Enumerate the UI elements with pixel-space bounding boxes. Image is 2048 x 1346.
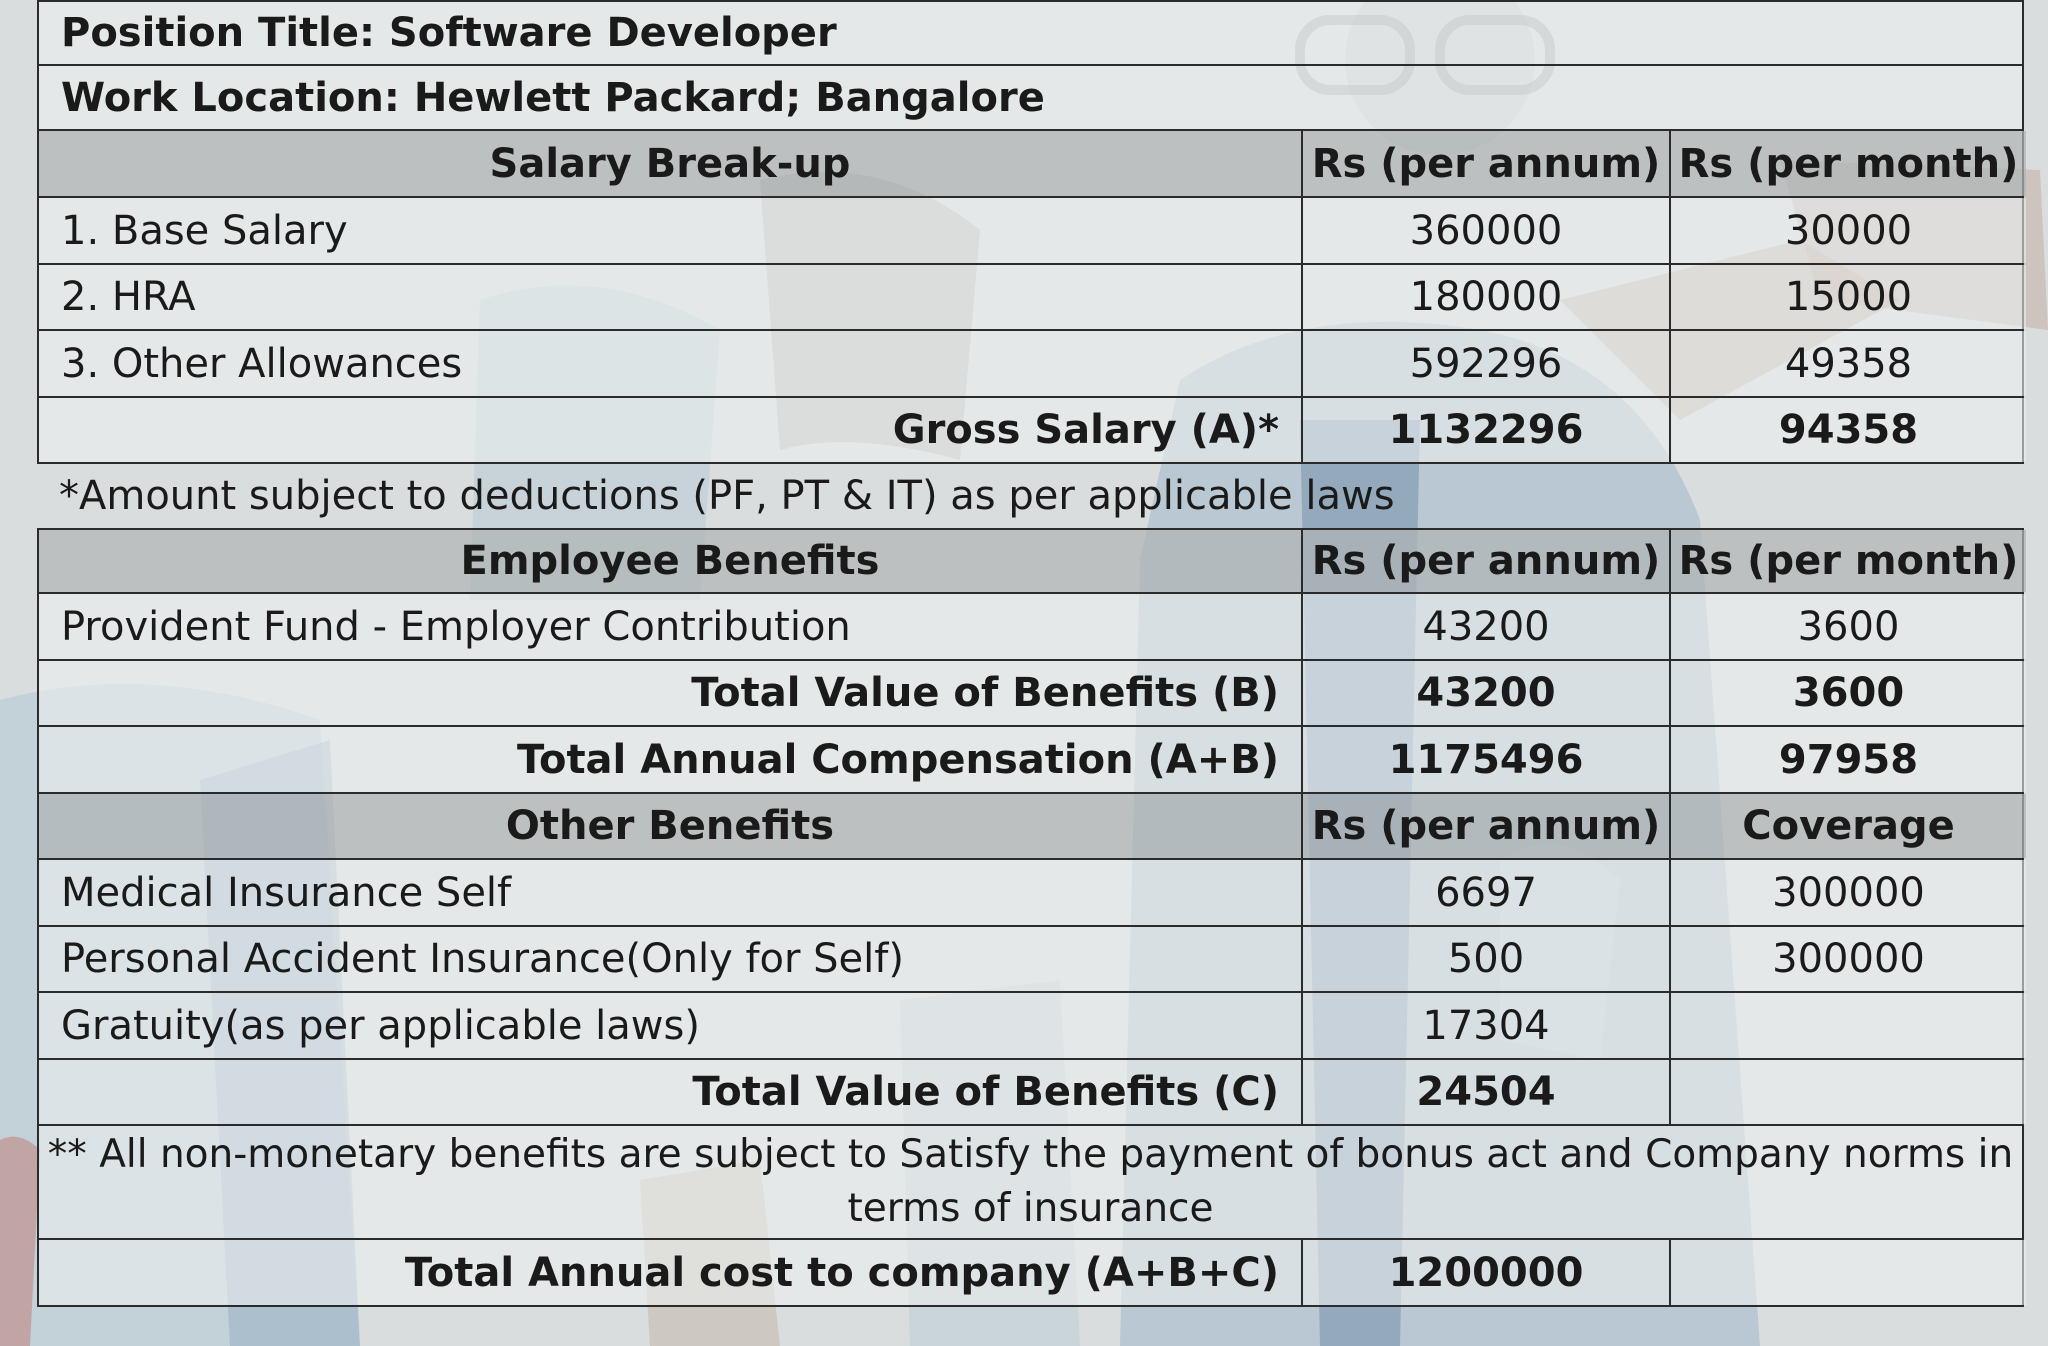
deductions-note: *Amount subject to deductions (PF, PT & IT) as per applicable laws	[59, 473, 1395, 519]
total-compensation-label: Total Annual Compensation (A+B)	[39, 727, 1301, 792]
gross-salary-row	[37, 398, 2024, 464]
table-row	[37, 198, 2024, 265]
total-compensation-annum: 1175496	[1301, 727, 1669, 792]
row-annum: 360000	[1301, 198, 1669, 263]
row-label: Medical Insurance Self	[39, 860, 1301, 925]
gross-salary-annum: 1132296	[1301, 398, 1669, 462]
row-label: Personal Accident Insurance(Only for Self)	[39, 927, 1301, 991]
position-title: Position Title: Software Developer	[37, 0, 2024, 66]
employee-benefits-header-row	[37, 528, 2024, 594]
row-annum: 180000	[1301, 265, 1669, 329]
row-label: 3. Other Allowances	[39, 331, 1301, 396]
non-monetary-note	[37, 1126, 2024, 1240]
row-month: 15000	[1669, 265, 2026, 329]
total-benefits-b-label: Total Value of Benefits (B)	[39, 661, 1301, 725]
total-benefits-c-label: Total Value of Benefits (C)	[39, 1060, 1301, 1124]
table-row	[37, 331, 2024, 398]
row-label: Gratuity(as per applicable laws)	[39, 993, 1301, 1058]
total-benefits-b-row	[37, 661, 2024, 727]
other-benefits-header-row	[37, 794, 2024, 860]
total-benefits-c-row	[37, 1060, 2024, 1126]
total-compensation-row	[37, 727, 2024, 794]
ctc-row	[37, 1240, 2024, 1307]
total-benefits-c-annum: 24504	[1301, 1060, 1669, 1124]
ctc-empty	[1669, 1240, 2026, 1305]
gross-salary-month: 94358	[1669, 398, 2026, 462]
gross-salary-label: Gross Salary (A)*	[39, 398, 1301, 462]
note-line-1: ** All non-monetary benefits are subject to Satisfy the payment of bonus act and Company norms in	[47, 1132, 2014, 1177]
row-month: 3600	[1669, 594, 2026, 659]
table-row	[37, 594, 2024, 661]
total-compensation-month: 97958	[1669, 727, 2026, 792]
ctc-label: Total Annual cost to company (A+B+C)	[39, 1240, 1301, 1305]
row-label: 2. HRA	[39, 265, 1301, 329]
table-row	[37, 993, 2024, 1060]
table-row	[37, 927, 2024, 993]
table-row	[37, 860, 2024, 927]
total-benefits-b-month: 3600	[1669, 661, 2026, 725]
col-month: Rs (per month)	[1669, 131, 2026, 196]
other-benefits-heading: Other Benefits	[39, 794, 1301, 858]
ctc-annum: 1200000	[1301, 1240, 1669, 1305]
col-month: Rs (per month)	[1669, 530, 2026, 592]
row-month: 30000	[1669, 198, 2026, 263]
row-coverage	[1669, 993, 2026, 1058]
table-row	[37, 265, 2024, 331]
row-annum: 592296	[1301, 331, 1669, 396]
col-annum: Rs (per annum)	[1301, 530, 1669, 592]
row-month: 49358	[1669, 331, 2026, 396]
total-benefits-c-empty	[1669, 1060, 2026, 1124]
col-coverage: Coverage	[1669, 794, 2026, 858]
row-coverage: 300000	[1669, 927, 2026, 991]
work-location: Work Location: Hewlett Packard; Bangalore	[37, 66, 2024, 131]
row-annum: 500	[1301, 927, 1669, 991]
employee-benefits-heading: Employee Benefits	[39, 530, 1301, 592]
row-label: Provident Fund - Employer Contribution	[39, 594, 1301, 659]
row-annum: 17304	[1301, 993, 1669, 1058]
row-annum: 43200	[1301, 594, 1669, 659]
salary-header-row	[37, 131, 2024, 198]
note-line-2: terms of insurance	[847, 1186, 1214, 1231]
col-annum: Rs (per annum)	[1301, 794, 1669, 858]
row-coverage: 300000	[1669, 860, 2026, 925]
row-annum: 6697	[1301, 860, 1669, 925]
total-benefits-b-annum: 43200	[1301, 661, 1669, 725]
salary-heading: Salary Break-up	[39, 131, 1301, 196]
col-annum: Rs (per annum)	[1301, 131, 1669, 196]
row-label: 1. Base Salary	[39, 198, 1301, 263]
